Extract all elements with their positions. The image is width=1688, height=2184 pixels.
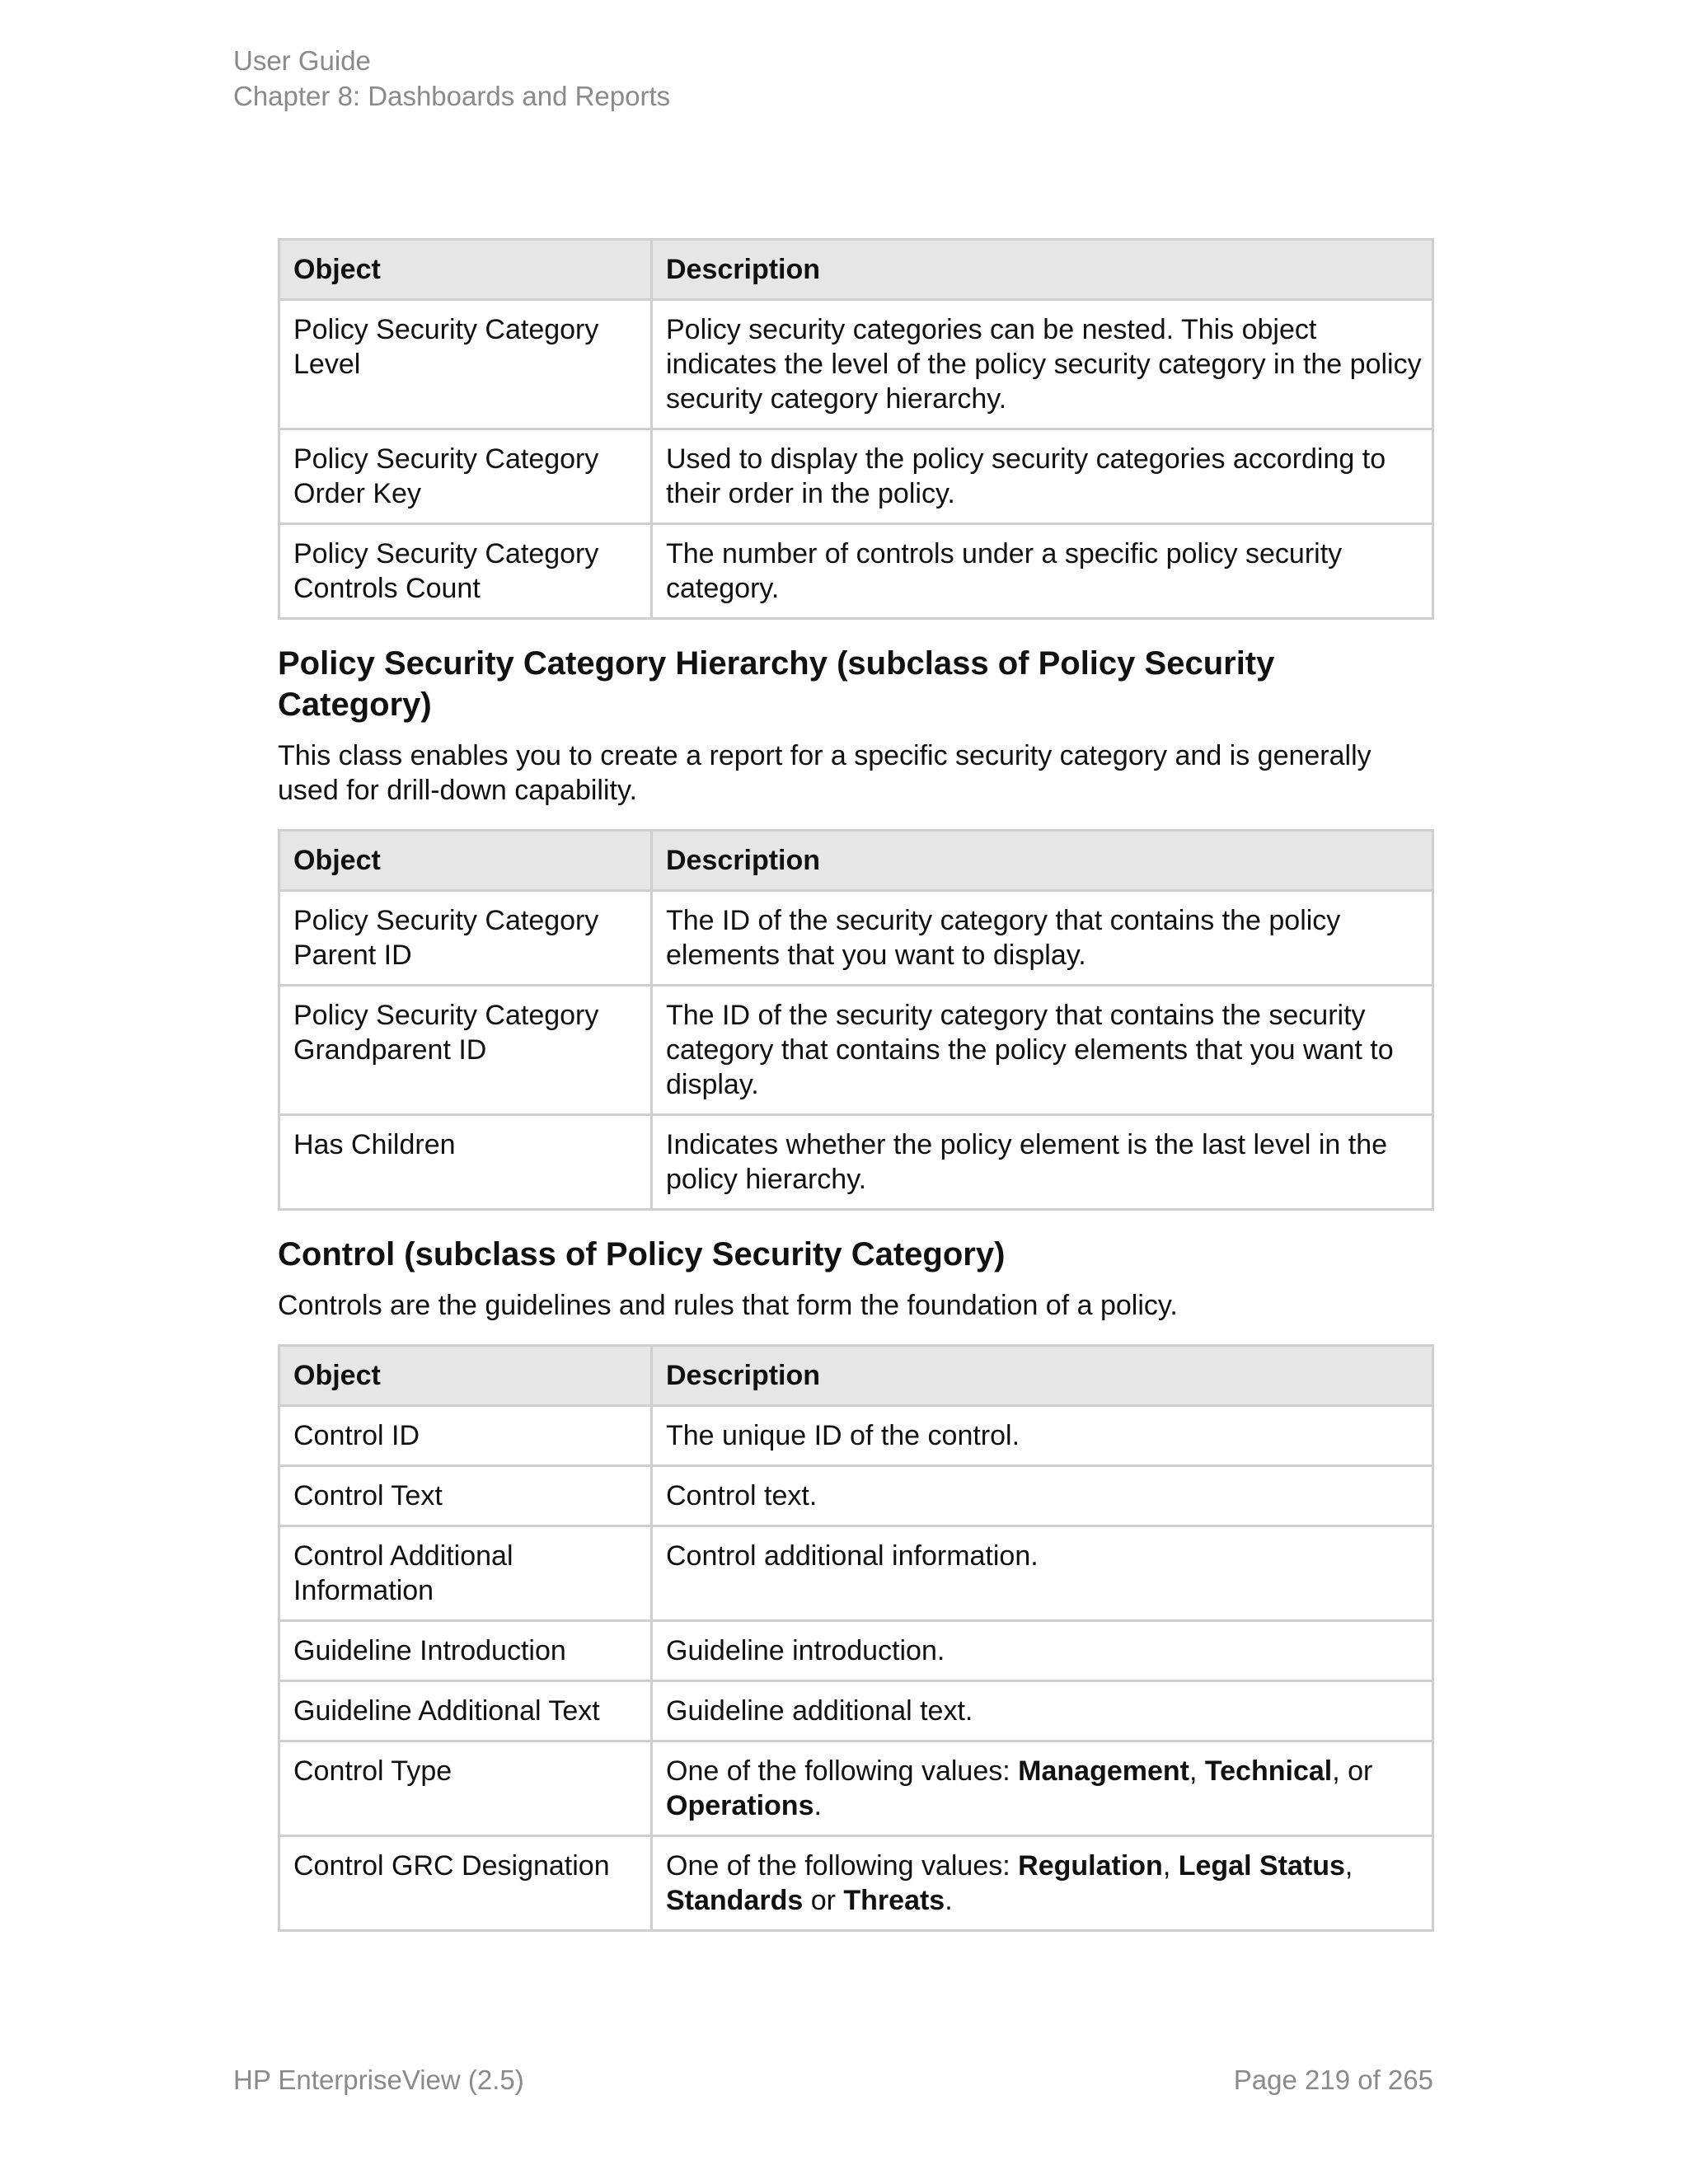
table-row xyxy=(279,986,1433,1115)
description-text: One of the following values: xyxy=(666,1755,1019,1787)
running-header xyxy=(233,43,670,114)
column-header-description: Description xyxy=(652,240,1433,300)
object-cell: Policy Security Category Level xyxy=(279,300,652,429)
table-header-row xyxy=(279,831,1433,891)
control-table xyxy=(278,1344,1434,1932)
column-header-object: Object xyxy=(279,831,652,891)
separator-text: or xyxy=(803,1885,844,1916)
value-technical: Technical xyxy=(1204,1755,1333,1787)
header-guide-title: User Guide xyxy=(233,45,371,76)
column-header-object: Object xyxy=(279,1346,652,1406)
object-cell: Control ID xyxy=(279,1406,652,1466)
value-standards: Standards xyxy=(666,1885,804,1916)
table-row xyxy=(279,1466,1433,1526)
table-row xyxy=(279,1681,1433,1741)
table-row xyxy=(279,891,1433,986)
section-intro-control: Controls are the guidelines and rules that form the foundation of a policy. xyxy=(278,1290,1178,1321)
table-row xyxy=(279,300,1433,429)
description-cell xyxy=(652,1741,1433,1836)
description-cell: Used to display the policy security categories according to their order in the policy. xyxy=(652,429,1433,524)
table-row xyxy=(279,1836,1433,1931)
object-cell: Control GRC Designation xyxy=(279,1836,652,1931)
object-cell: Guideline Introduction xyxy=(279,1621,652,1681)
column-header-object: Object xyxy=(279,240,652,300)
table-row xyxy=(279,1406,1433,1466)
value-operations: Operations xyxy=(666,1790,814,1821)
hierarchy-table xyxy=(278,829,1434,1211)
object-cell: Guideline Additional Text xyxy=(279,1681,652,1741)
description-cell: Indicates whether the policy element is the last level in the policy hierarchy. xyxy=(652,1115,1433,1210)
separator-text: , xyxy=(1344,1850,1353,1882)
object-cell: Control Text xyxy=(279,1466,652,1526)
description-cell: Control text. xyxy=(652,1466,1433,1526)
section-intro-hierarchy: This class enables you to create a report for a specific security category and is generally used for drill-down capability. xyxy=(278,740,1372,806)
footer-product-name: HP EnterpriseView (2.5) xyxy=(233,2064,524,2095)
footer-page-number: Page 219 of 265 xyxy=(1233,2064,1433,2095)
table-row xyxy=(279,1621,1433,1681)
description-cell: Control additional information. xyxy=(652,1526,1433,1621)
table-row xyxy=(279,1526,1433,1621)
table-row xyxy=(279,429,1433,524)
policy-security-category-table xyxy=(278,238,1434,620)
description-text: One of the following values: xyxy=(666,1850,1019,1882)
table-row xyxy=(279,1741,1433,1836)
object-cell: Policy Security Category Controls Count xyxy=(279,524,652,619)
separator-text: , xyxy=(1189,1755,1205,1787)
column-header-description: Description xyxy=(652,1346,1433,1406)
object-cell: Policy Security Category Grandparent ID xyxy=(279,986,652,1115)
table-row xyxy=(279,1115,1433,1210)
description-cell xyxy=(652,1836,1433,1931)
column-header-description: Description xyxy=(652,831,1433,891)
separator-text: , or xyxy=(1332,1755,1373,1787)
object-cell: Has Children xyxy=(279,1115,652,1210)
header-chapter-title: Chapter 8: Dashboards and Reports xyxy=(233,81,671,111)
table-header-row xyxy=(279,240,1433,300)
separator-text: , xyxy=(1162,1850,1179,1882)
value-threats: Threats xyxy=(843,1885,945,1916)
separator-text: . xyxy=(814,1790,822,1821)
value-regulation: Regulation xyxy=(1018,1850,1163,1882)
description-cell: Guideline additional text. xyxy=(652,1681,1433,1741)
object-cell: Policy Security Category Parent ID xyxy=(279,891,652,986)
value-legal-status: Legal Status xyxy=(1178,1850,1345,1882)
object-cell: Control Additional Information xyxy=(279,1526,652,1621)
description-cell: Policy security categories can be nested. This object indicates the level of the policy security category in the policy security category hierarchy. xyxy=(652,300,1433,429)
description-cell: The ID of the security category that contains the policy elements that you want to display. xyxy=(652,891,1433,986)
separator-text: . xyxy=(945,1885,953,1916)
object-cell: Policy Security Category Order Key xyxy=(279,429,652,524)
section-heading-control: Control (subclass of Policy Security Category) xyxy=(278,1236,1006,1272)
table-header-row xyxy=(279,1346,1433,1406)
object-cell: Control Type xyxy=(279,1741,652,1836)
section-heading-hierarchy: Policy Security Category Hierarchy (subclass of Policy Security Category) xyxy=(278,645,1275,723)
description-cell: The unique ID of the control. xyxy=(652,1406,1433,1466)
description-cell: The number of controls under a specific policy security category. xyxy=(652,524,1433,619)
description-cell: Guideline introduction. xyxy=(652,1621,1433,1681)
value-management: Management xyxy=(1018,1755,1189,1787)
description-cell: The ID of the security category that contains the security category that contains the policy elements that you want to display. xyxy=(652,986,1433,1115)
page-content xyxy=(278,238,1432,1932)
table-row xyxy=(279,524,1433,619)
